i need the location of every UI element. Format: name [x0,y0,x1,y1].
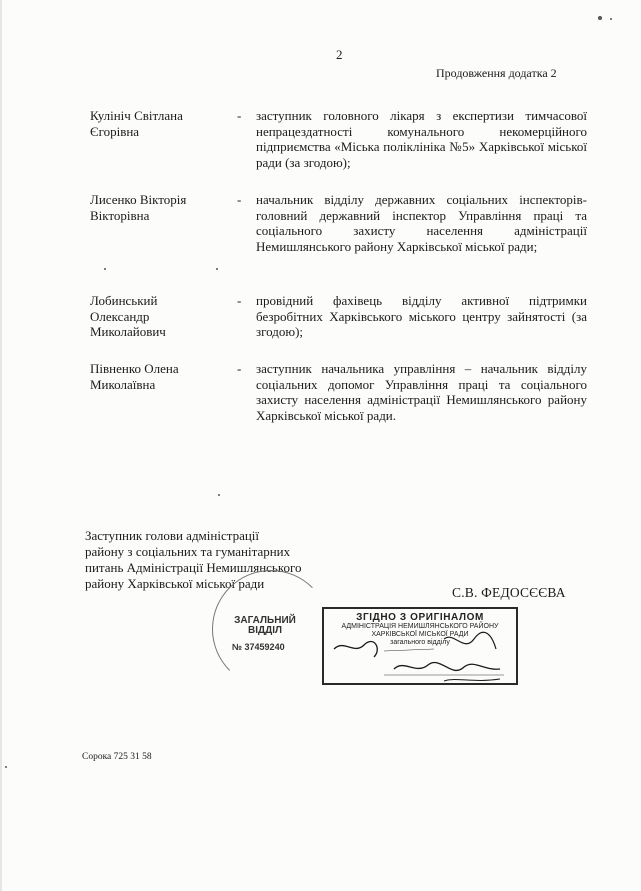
page-number: 2 [336,47,343,62]
signatory-line: району Харківської міської ради [85,576,265,591]
member-role: заступник начальника управління – начальник відділу соціальних допомог Управління праці та соціального захисту населення адміністрації Немишлянського району Харківської міської ради. [256,361,587,423]
seal-title: ЗАГАЛЬНИЙ ВІДДІЛ [234,615,296,636]
scan-speck [610,18,612,20]
seal-number: № 37459240 [232,642,285,652]
member-role: провідний фахівець відділу активної підтримки безробітних Харківського міського центру зайнятості (за згодою); [256,293,587,339]
scan-speck [104,268,106,270]
scan-speck [218,494,220,496]
stamp-line: АДМІНІСТРАЦІЯ НЕМИШЛЯНСЬКОГО РАЙОНУ [341,623,499,630]
member-name-line: Миколаївна [90,376,156,392]
scan-speck [598,16,602,20]
member-name [90,361,230,392]
scan-edge [0,0,2,891]
member-name-line: Лисенко Вікторія [90,192,187,207]
handwritten-signature [324,609,520,687]
separator-dash: - [237,293,242,308]
round-seal [212,592,320,652]
separator-dash: - [237,361,242,376]
member-name-line: Півненко Олена [90,361,179,376]
separator-dash: - [237,192,242,207]
stamp-line: ХАРКІВСЬКОЇ МІСЬКОЇ РАДИ [371,631,469,638]
member-role: начальник відділу державних соціальних інспекторів-головний державний інспектор Управління праці та соціального захисту населення адміністрації Немишлянського району Харківської міської ради; [256,192,587,254]
member-name-line: Єгорівна [90,123,140,139]
scan-speck [216,268,218,270]
member-name [90,108,230,139]
member-name-line: Кулініч Світлана [90,108,183,123]
stamp-line: загального відділу [390,639,450,646]
stamp-heading: ЗГІДНО З ОРИГІНАЛОМ [356,612,484,623]
separator-dash: - [237,108,242,123]
member-name-line: Миколайович [90,324,166,339]
executor-phone-note: Сорока 725 31 58 [82,752,152,762]
signer-name: С.В. ФЕДОСЄЄВА [452,585,566,600]
scan-speck [5,766,7,768]
member-role: заступник головного лікаря з експертизи тимчасової непрацездатності комунального некомерційного підприємства «Міська поліклініка №5» Харківської міської ради (за згодою); [256,108,587,170]
signatory-line: питань Адміністрації Немишлянського [85,560,302,575]
member-name-line: Вікторівна [90,207,150,223]
signatory-line: району з соціальних та гуманітарних [85,544,291,559]
member-name-line: Лобинський [90,293,158,308]
member-name [90,293,230,340]
annex-continuation-note: Продовження додатка 2 [436,66,557,80]
member-name [90,192,230,223]
signatory-line: Заступник голови адміністрації [85,528,260,543]
member-name-line: Олександр [90,308,150,324]
certified-copy-stamp [322,607,518,685]
